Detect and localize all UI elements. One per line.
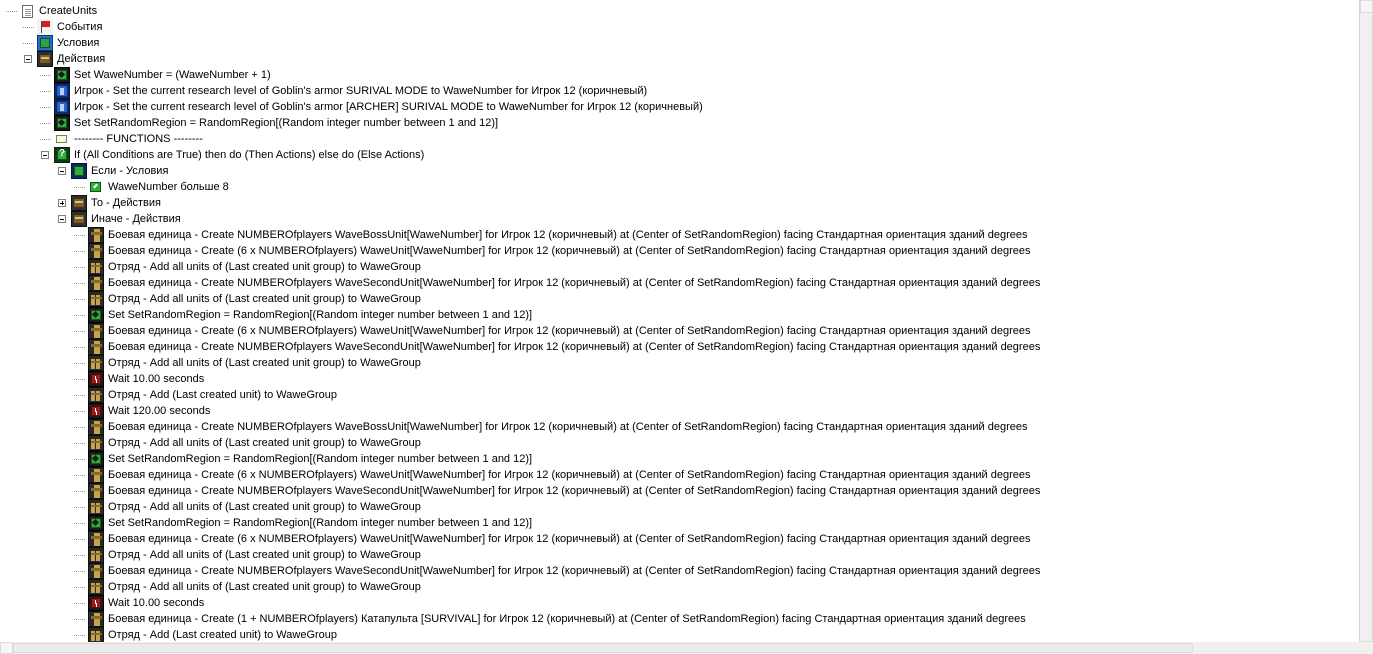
- tree-indent: [0, 179, 72, 195]
- tree-row[interactable]: [0, 83, 1360, 99]
- tree-row[interactable]: [0, 163, 1360, 179]
- tree-indent: [0, 435, 72, 451]
- tree-row[interactable]: [0, 227, 1360, 243]
- tree-row[interactable]: [0, 563, 1360, 579]
- tree-connector: [72, 419, 88, 435]
- tree-connector: [72, 611, 88, 627]
- tree-row[interactable]: [0, 355, 1360, 371]
- tree-row-label: Игрок - Set the current research level of Goblin's armor [ARCHER] SURIVAL MODE to WaweNumber for Игрок 12 (коричневый): [74, 101, 703, 113]
- tree-row-label: Отряд - Add all units of (Last created unit group) to WaweGroup: [108, 501, 421, 513]
- set-variable-icon: [88, 307, 104, 323]
- tree-indent: [0, 499, 72, 515]
- tree-connector: [38, 131, 54, 147]
- tree-connector: [72, 595, 88, 611]
- tree-row[interactable]: [0, 451, 1360, 467]
- tree-connector: [72, 627, 88, 643]
- unit-icon: [88, 243, 104, 259]
- tree-connector: [72, 435, 88, 451]
- unit-group-icon: [88, 627, 104, 643]
- tree-indent: [0, 627, 72, 643]
- tree-connector: [72, 451, 88, 467]
- expand-toggle-icon[interactable]: [55, 195, 71, 211]
- tree-row[interactable]: [0, 515, 1360, 531]
- tree-row[interactable]: [0, 195, 1360, 211]
- collapse-toggle-icon[interactable]: [38, 147, 54, 163]
- vertical-scrollbar[interactable]: [1359, 0, 1372, 654]
- unit-group-icon: [88, 387, 104, 403]
- tree-row[interactable]: [0, 259, 1360, 275]
- unit-icon: [88, 227, 104, 243]
- tree-connector: [72, 515, 88, 531]
- tree-connector: [72, 563, 88, 579]
- tree-row[interactable]: [0, 403, 1360, 419]
- tree-row[interactable]: [0, 467, 1360, 483]
- tree-connector: [72, 243, 88, 259]
- unit-icon: [88, 467, 104, 483]
- events-flag-icon: [37, 19, 53, 35]
- tree-row[interactable]: [0, 595, 1360, 611]
- tree-row-label: События: [57, 21, 103, 33]
- tree-indent: [0, 307, 72, 323]
- tree-indent: [0, 419, 72, 435]
- tree-row-label: Set SetRandomRegion = RandomRegion[(Random integer number between 1 and 12)]: [108, 517, 533, 529]
- tree-row-label: Боевая единица - Create NUMBEROfplayers WaveBossUnit[WaweNumber] for Игрок 12 (коричневый) at (Center of SetRandomRegion) facing Стандартная ориентация зданий degrees: [108, 229, 1028, 241]
- tree-row-label: Отряд - Add all units of (Last created unit group) to WaweGroup: [108, 293, 421, 305]
- set-variable-icon: [88, 515, 104, 531]
- tree-row[interactable]: [0, 179, 1360, 195]
- tree-row[interactable]: [0, 243, 1360, 259]
- conditions-icon: [37, 35, 53, 51]
- tree-row[interactable]: [0, 51, 1360, 67]
- tree-row[interactable]: [0, 291, 1360, 307]
- tree-indent: [0, 195, 55, 211]
- tree-connector: [72, 227, 88, 243]
- tree-row[interactable]: [0, 531, 1360, 547]
- tree-row-label: Отряд - Add all units of (Last created unit group) to WaweGroup: [108, 549, 421, 561]
- tree-row[interactable]: [0, 483, 1360, 499]
- horizontal-scroll-thumb[interactable]: [13, 643, 1193, 653]
- tree-row[interactable]: [0, 419, 1360, 435]
- tree-row[interactable]: [0, 3, 1360, 19]
- tree-indent: [0, 403, 72, 419]
- unit-group-icon: [88, 547, 104, 563]
- tree-connector: [72, 483, 88, 499]
- tree-connector: [21, 35, 37, 51]
- tree-row[interactable]: [0, 339, 1360, 355]
- unit-icon: [88, 339, 104, 355]
- tree-indent: [0, 323, 72, 339]
- tree-row-label: Игрок - Set the current research level of Goblin's armor SURIVAL MODE to WaweNumber for Игрок 12 (коричневый): [74, 85, 648, 97]
- player-icon: [54, 99, 70, 115]
- tree-row-label: Боевая единица - Create (6 x NUMBEROfplayers) WaweUnit[WaweNumber] for Игрок 12 (коричневый) at (Center of SetRandomRegion) facing Стандартная ориентация зданий degrees: [108, 469, 1031, 481]
- condition-check-icon: [88, 179, 104, 195]
- tree-indent: [0, 259, 72, 275]
- unit-icon: [88, 323, 104, 339]
- tree-indent: [0, 563, 72, 579]
- tree-row[interactable]: [0, 211, 1360, 227]
- tree-indent: [0, 483, 72, 499]
- tree-row-label: Боевая единица - Create (1 + NUMBEROfplayers) Катапульта [SURVIVAL] for Игрок 12 (коричневый) at (Center of SetRandomRegion) facing Стандартная ориентация зданий degrees: [108, 613, 1026, 625]
- tree-connector: [72, 403, 88, 419]
- tree-row-label: Боевая единица - Create (6 x NUMBEROfplayers) WaweUnit[WaweNumber] for Игрок 12 (коричневый) at (Center of SetRandomRegion) facing Стандартная ориентация зданий degrees: [108, 325, 1031, 337]
- tree-connector: [72, 499, 88, 515]
- tree-row-label: Set SetRandomRegion = RandomRegion[(Random integer number between 1 and 12)]: [108, 453, 533, 465]
- tree-row-label: Отряд - Add all units of (Last created unit group) to WaweGroup: [108, 581, 421, 593]
- tree-connector: [38, 99, 54, 115]
- tree-indent: [0, 451, 72, 467]
- unit-group-icon: [88, 355, 104, 371]
- unit-icon: [88, 483, 104, 499]
- comment-icon: [54, 131, 70, 147]
- unit-group-icon: [88, 259, 104, 275]
- document-icon: [22, 5, 33, 18]
- tree-connector: [72, 179, 88, 195]
- tree-row[interactable]: [0, 35, 1360, 51]
- tree-connector: [72, 467, 88, 483]
- unit-icon: [88, 531, 104, 547]
- tree-row-label: Set WaweNumber = (WaweNumber + 1): [74, 69, 271, 81]
- tree-row-label: Wait 120.00 seconds: [108, 405, 211, 417]
- tree-row-label: Set SetRandomRegion = RandomRegion[(Random integer number between 1 and 12)]: [74, 117, 499, 129]
- tree-row-label: Боевая единица - Create (6 x NUMBEROfplayers) WaweUnit[WaweNumber] for Игрок 12 (коричневый) at (Center of SetRandomRegion) facing Стандартная ориентация зданий degrees: [108, 533, 1031, 545]
- tree-connector: [72, 547, 88, 563]
- horizontal-scrollbar[interactable]: [0, 642, 1373, 654]
- wait-icon: [88, 371, 104, 387]
- wait-icon: [88, 595, 104, 611]
- tree-connector: [72, 323, 88, 339]
- tree-indent: [0, 291, 72, 307]
- else-actions-icon: [71, 211, 87, 227]
- tree-connector: [38, 83, 54, 99]
- tree-row-label: If (All Conditions are True) then do (Then Actions) else do (Else Actions): [74, 149, 425, 161]
- scroll-left-button[interactable]: [0, 642, 13, 654]
- tree-row[interactable]: [0, 307, 1360, 323]
- tree-indent: [0, 243, 72, 259]
- tree-row[interactable]: [0, 547, 1360, 563]
- tree-connector: [72, 259, 88, 275]
- unit-icon: [88, 275, 104, 291]
- tree-connector: [72, 579, 88, 595]
- tree-indent: [0, 227, 72, 243]
- tree-indent: [0, 211, 55, 227]
- tree-indent: [0, 131, 38, 147]
- tree-indent: [0, 515, 72, 531]
- tree-row[interactable]: [0, 611, 1360, 627]
- tree-row[interactable]: [0, 627, 1360, 643]
- tree-row-label: Иначе - Действия: [91, 213, 181, 225]
- tree-indent: [0, 163, 55, 179]
- scroll-up-button[interactable]: [1360, 0, 1373, 13]
- wait-icon: [88, 403, 104, 419]
- collapse-toggle-icon[interactable]: [55, 163, 71, 179]
- tree-row[interactable]: [0, 371, 1360, 387]
- unit-group-icon: [88, 499, 104, 515]
- tree-connector: [38, 115, 54, 131]
- tree-row-label: Отряд - Add (Last created unit) to WaweGroup: [108, 389, 338, 401]
- tree-connector: [72, 531, 88, 547]
- tree-indent: [0, 35, 21, 51]
- tree-indent: [0, 339, 72, 355]
- tree-connector: [72, 339, 88, 355]
- tree-connector: [72, 387, 88, 403]
- tree-indent: [0, 99, 38, 115]
- tree-row[interactable]: [0, 115, 1360, 131]
- tree-row[interactable]: [0, 579, 1360, 595]
- tree-row-label: Если - Условия: [91, 165, 169, 177]
- set-variable-icon: [88, 451, 104, 467]
- tree-row[interactable]: [0, 99, 1360, 115]
- tree-connector: [72, 307, 88, 323]
- tree-indent: [0, 467, 72, 483]
- tree-connector: [72, 275, 88, 291]
- tree-row-label: Wait 10.00 seconds: [108, 373, 205, 385]
- tree-connector: [38, 67, 54, 83]
- then-actions-icon: [71, 195, 87, 211]
- tree-indent: [0, 355, 72, 371]
- tree-row-label: Wait 10.00 seconds: [108, 597, 205, 609]
- tree-indent: [0, 147, 38, 163]
- tree-row[interactable]: [0, 147, 1360, 163]
- tree-row-label: Боевая единица - Create NUMBEROfplayers WaveSecondUnit[WaweNumber] for Игрок 12 (коричневый) at (Center of SetRandomRegion) facing Стандартная ориентация зданий degrees: [108, 485, 1041, 497]
- unit-icon: [88, 419, 104, 435]
- unit-group-icon: [88, 579, 104, 595]
- if-conditions-icon: [71, 163, 87, 179]
- collapse-toggle-icon[interactable]: [55, 211, 71, 227]
- tree-row[interactable]: [0, 67, 1360, 83]
- tree-indent: [0, 371, 72, 387]
- tree-row-label: Отряд - Add all units of (Last created unit group) to WaweGroup: [108, 437, 421, 449]
- tree-indent: [0, 547, 72, 563]
- tree-indent: [0, 595, 72, 611]
- tree-row[interactable]: [0, 499, 1360, 515]
- tree-indent: [0, 83, 38, 99]
- tree-row-label: Отряд - Add (Last created unit) to WaweGroup: [108, 629, 338, 641]
- tree-row-label: Боевая единица - Create (6 x NUMBEROfplayers) WaweUnit[WaweNumber] for Игрок 12 (коричневый) at (Center of SetRandomRegion) facing Стандартная ориентация зданий degrees: [108, 245, 1031, 257]
- tree-row-label: WaweNumber больше 8: [108, 181, 229, 193]
- unit-group-icon: [88, 435, 104, 451]
- tree-connector: [72, 371, 88, 387]
- tree-indent: [0, 531, 72, 547]
- tree-row[interactable]: [0, 387, 1360, 403]
- tree-row-label: Отряд - Add all units of (Last created unit group) to WaweGroup: [108, 261, 421, 273]
- tree-indent: [0, 67, 38, 83]
- tree-connector: [21, 19, 37, 35]
- player-icon: [54, 83, 70, 99]
- collapse-toggle-icon[interactable]: [21, 51, 37, 67]
- unit-icon: [88, 563, 104, 579]
- tree-row-label: -------- FUNCTIONS --------: [74, 133, 203, 145]
- tree-connector: [4, 3, 20, 19]
- tree-connector: [72, 355, 88, 371]
- tree-row-label: Set SetRandomRegion = RandomRegion[(Random integer number between 1 and 12)]: [108, 309, 533, 321]
- tree-indent: [0, 19, 21, 35]
- actions-icon: [37, 51, 53, 67]
- tree-row-label: Боевая единица - Create NUMBEROfplayers WaveSecondUnit[WaweNumber] for Игрок 12 (коричневый) at (Center of SetRandomRegion) facing Стандартная ориентация зданий degrees: [108, 341, 1041, 353]
- tree-row-label: Боевая единица - Create NUMBEROfplayers WaveSecondUnit[WaweNumber] for Игрок 12 (коричневый) at (Center of SetRandomRegion) facing Стандартная ориентация зданий degrees: [108, 277, 1041, 289]
- tree-connector: [72, 291, 88, 307]
- tree-indent: [0, 611, 72, 627]
- set-variable-icon: [54, 115, 70, 131]
- unit-icon: [88, 611, 104, 627]
- tree-row-label: Отряд - Add all units of (Last created unit group) to WaweGroup: [108, 357, 421, 369]
- tree-row-label: Боевая единица - Create NUMBEROfplayers WaveSecondUnit[WaweNumber] for Игрок 12 (коричневый) at (Center of SetRandomRegion) facing Стандартная ориентация зданий degrees: [108, 565, 1041, 577]
- tree-row-label: Условия: [57, 37, 100, 49]
- tree-row-label: CreateUnits: [39, 5, 98, 17]
- tree-row-label: Действия: [57, 53, 106, 65]
- unit-group-icon: [88, 291, 104, 307]
- tree-indent: [0, 579, 72, 595]
- set-variable-icon: [54, 67, 70, 83]
- tree-indent: [0, 387, 72, 403]
- tree-indent: [0, 115, 38, 131]
- tree-row[interactable]: [0, 19, 1360, 35]
- tree-row[interactable]: [0, 275, 1360, 291]
- tree-row[interactable]: [0, 131, 1360, 147]
- trigger-tree[interactable]: [0, 3, 1360, 643]
- tree-indent: [0, 51, 21, 67]
- tree-row[interactable]: [0, 435, 1360, 451]
- tree-row-label: То - Действия: [91, 197, 161, 209]
- tree-indent: [0, 275, 72, 291]
- tree-row-label: Боевая единица - Create NUMBEROfplayers WaveBossUnit[WaweNumber] for Игрок 12 (коричневый) at (Center of SetRandomRegion) facing Стандартная ориентация зданий degrees: [108, 421, 1028, 433]
- if-then-else-icon: [54, 147, 70, 163]
- tree-row[interactable]: [0, 323, 1360, 339]
